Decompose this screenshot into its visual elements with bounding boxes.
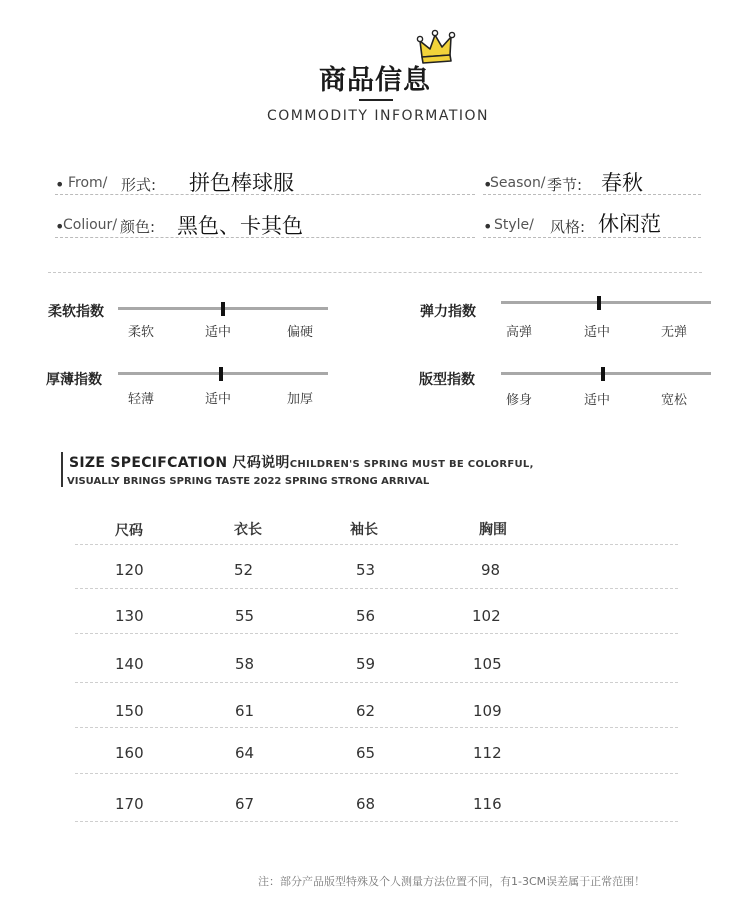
bullet: • [483, 175, 493, 194]
table-cell-size: 140 [115, 655, 144, 673]
soft-index-label: 柔软指数 [48, 304, 104, 320]
table-cell-sleeve: 65 [356, 744, 376, 762]
table-cell-length: 64 [235, 744, 255, 762]
fit-tick-mid: 适中 [584, 393, 611, 408]
from-value: 拼色棒球服 [189, 171, 294, 195]
fit-index-label: 版型指数 [419, 372, 475, 388]
table-cell-size: 160 [115, 744, 144, 762]
table-cell-chest: 112 [473, 744, 502, 762]
fit-tick-low: 修身 [506, 393, 533, 408]
table-cell-length: 67 [235, 795, 255, 813]
table-cell-length: 52 [234, 561, 254, 579]
table-row-divider [75, 773, 678, 774]
elastic-tick-mid: 适中 [584, 325, 611, 340]
size-spec-tagline-1: CHILDREN'S SPRING MUST BE COLORFUL, [289, 459, 534, 470]
style-label-cn: 风格: [550, 218, 586, 236]
table-cell-length: 55 [235, 607, 255, 625]
size-spec-heading [69, 452, 534, 472]
table-row-divider [75, 633, 678, 634]
table-cell-length: 61 [235, 702, 255, 720]
table-header-chest: 胸围 [479, 522, 507, 538]
table-row-divider [75, 727, 678, 728]
section-divider [48, 272, 702, 273]
footnote: 注：部分产品版型特殊及个人测量方法位置不同，有1-3CM误差属于正常范围！ [258, 875, 646, 888]
table-cell-size: 170 [115, 795, 144, 813]
elastic-index-label: 弹力指数 [420, 304, 476, 320]
size-spec-tagline-2: VISUALLY BRINGS SPRING TASTE 2022 SPRING STRONG ARRIVAL [67, 476, 430, 487]
size-spec-title-cn: 尺码说明 [232, 455, 290, 471]
table-header-sleeve: 袖长 [350, 522, 378, 538]
table-cell-chest: 116 [473, 795, 502, 813]
spec-accent-bar [61, 452, 63, 487]
info-divider [55, 194, 475, 195]
table-header-size: 尺码 [115, 523, 143, 539]
page-title: 商品信息 [319, 65, 431, 96]
table-cell-sleeve: 62 [356, 702, 376, 720]
title-underline [359, 99, 393, 101]
table-cell-sleeve: 53 [356, 561, 376, 579]
thickness-tick-low: 轻薄 [128, 392, 155, 407]
fit-index-marker [601, 367, 605, 381]
thickness-index-track [118, 372, 328, 375]
info-divider [55, 237, 475, 238]
elastic-index-marker [597, 296, 601, 310]
soft-tick-low: 柔软 [128, 325, 155, 340]
table-cell-size: 130 [115, 607, 144, 625]
table-cell-chest: 105 [473, 655, 502, 673]
soft-index-marker [221, 302, 225, 316]
from-label-en: From/ [68, 175, 108, 191]
style-value: 休闲范 [598, 212, 661, 236]
season-label-cn: 季节: [547, 176, 583, 194]
table-row-divider [75, 682, 678, 683]
bullet: • [55, 217, 65, 236]
fit-tick-high: 宽松 [661, 393, 688, 408]
thickness-index-marker [219, 367, 223, 381]
bullet: • [483, 217, 493, 236]
fit-index-track [501, 372, 711, 375]
colour-label-en: Coliour/ [63, 217, 118, 233]
info-divider [483, 237, 701, 238]
table-cell-sleeve: 56 [356, 607, 376, 625]
crown-icon [416, 27, 458, 67]
colour-label-cn: 颜色: [120, 218, 156, 236]
colour-value: 黑色、卡其色 [177, 214, 303, 238]
size-spec-title: SIZE SPECIFCATION [69, 455, 228, 471]
table-row-divider [75, 588, 678, 589]
table-row-divider [75, 544, 678, 545]
from-label-cn: 形式: [121, 176, 157, 194]
elastic-tick-high: 无弹 [661, 325, 688, 340]
table-cell-chest: 98 [481, 561, 501, 579]
season-value: 春秋 [601, 171, 643, 195]
thickness-index-label: 厚薄指数 [46, 372, 102, 388]
elastic-tick-low: 高弹 [506, 325, 533, 340]
season-label-en: Season/ [490, 175, 546, 191]
table-cell-chest: 109 [473, 702, 502, 720]
table-cell-size: 120 [115, 561, 144, 579]
table-row-divider [75, 821, 678, 822]
soft-tick-mid: 适中 [205, 325, 232, 340]
table-cell-sleeve: 68 [356, 795, 376, 813]
table-cell-size: 150 [115, 702, 144, 720]
table-cell-chest: 102 [472, 607, 501, 625]
soft-tick-high: 偏硬 [287, 325, 314, 340]
table-cell-sleeve: 59 [356, 655, 376, 673]
style-label-en: Style/ [494, 217, 534, 233]
info-divider [483, 194, 701, 195]
page-subtitle: COMMODITY INFORMATION [266, 108, 490, 124]
table-cell-length: 58 [235, 655, 255, 673]
thickness-tick-mid: 适中 [205, 392, 232, 407]
thickness-tick-high: 加厚 [287, 392, 314, 407]
elastic-index-track [501, 301, 711, 304]
bullet: • [55, 175, 65, 194]
table-header-length: 衣长 [234, 522, 262, 538]
